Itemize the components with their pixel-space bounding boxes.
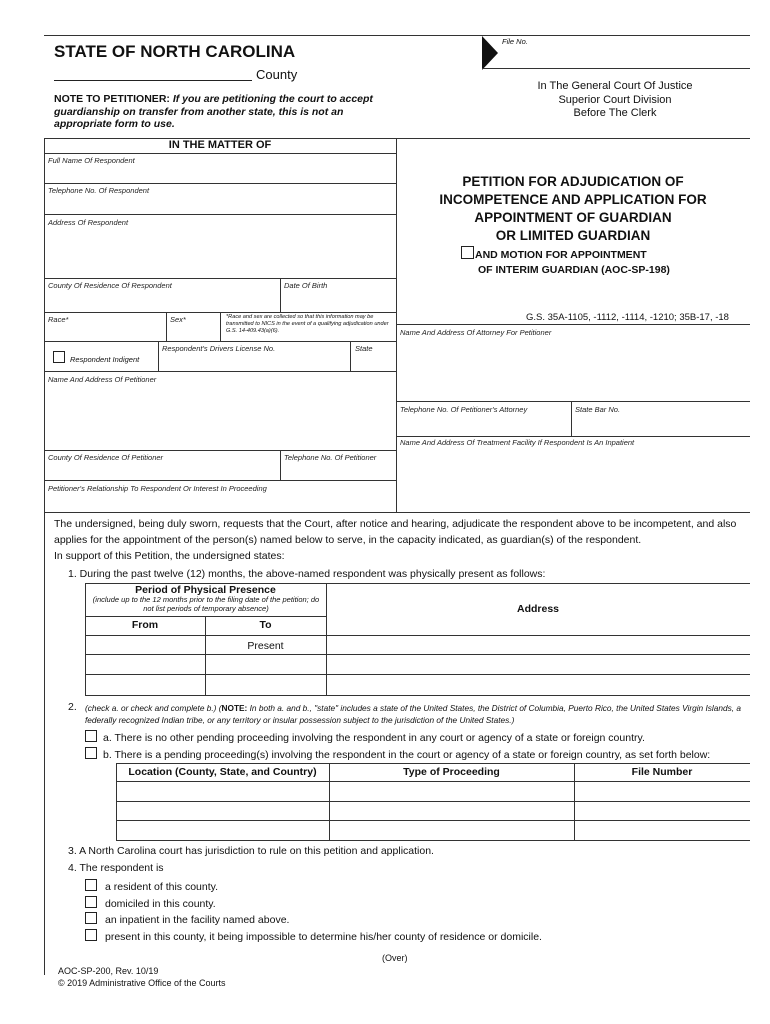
copyright: © 2019 Administrative Office of the Courts	[58, 978, 226, 988]
dob-label: Date Of Birth	[284, 281, 328, 290]
inpatient-label: an inpatient in the facility named above.	[105, 914, 290, 926]
item-4: 4. The respondent is	[68, 862, 164, 874]
full-name-field[interactable]	[46, 166, 394, 182]
petitioner-address-label: Name And Address Of Petitioner	[48, 375, 157, 384]
option-b[interactable]	[85, 747, 710, 761]
title-line-4: OR LIMITED GUARDIAN	[495, 228, 651, 243]
proceeding-row[interactable]	[117, 782, 749, 800]
file-no-field[interactable]	[482, 68, 750, 69]
address-label: Address Of Respondent	[48, 218, 129, 227]
matter-title: IN THE MATTER OF	[168, 139, 272, 151]
resident-checkbox[interactable]	[85, 879, 97, 891]
sex-label: Sex*	[170, 315, 186, 324]
petitioner-county-label: County Of Residence Of Petitioner	[48, 453, 164, 462]
presence-row[interactable]	[86, 655, 749, 674]
court-name	[500, 80, 730, 121]
dob-field[interactable]	[282, 291, 394, 309]
to-header: To	[259, 619, 272, 631]
county-line[interactable]	[54, 80, 252, 81]
domiciled-checkbox[interactable]	[85, 896, 97, 908]
attorney-field[interactable]	[398, 340, 748, 398]
title-line-1: PETITION FOR ADJUDICATION OF	[462, 174, 684, 189]
option-a-checkbox[interactable]	[85, 730, 97, 742]
indigent-label: Respondent Indigent	[70, 355, 140, 364]
license-state-label: State	[355, 344, 373, 353]
interim-checkbox[interactable]	[461, 246, 474, 259]
court-line-1: In The General Court Of Justice	[537, 80, 693, 92]
location-header: Location (County, State, and Country)	[128, 766, 317, 778]
present-cell: Present	[247, 640, 284, 652]
telephone-field[interactable]	[46, 196, 394, 212]
bar-no-label: State Bar No.	[575, 405, 621, 414]
full-name-label: Full Name Of Respondent	[48, 156, 135, 165]
proceeding-row[interactable]	[117, 821, 749, 839]
note-text: If you are petitioning the court to accept guardianship on transfer from another state, this is not an appropriate form to use.	[54, 93, 373, 130]
note-to-petitioner	[54, 93, 384, 131]
form-number: AOC-SP-200, Rev. 10/19	[58, 966, 159, 976]
statute: G.S. 35A-1105, -1112, -1114, -1210; 35B-17, -18	[526, 312, 729, 323]
resident-label: a resident of this county.	[105, 881, 219, 893]
from-header: From	[131, 619, 159, 631]
court-line-3: Before The Clerk	[573, 107, 657, 119]
facility-field[interactable]	[398, 449, 748, 509]
petitioner-phone-label: Telephone No. Of Petitioner	[284, 453, 377, 462]
interim-motion[interactable]	[461, 246, 647, 264]
race-label: Race*	[48, 315, 69, 324]
file-number-header: File Number	[631, 766, 693, 778]
county-residence-field[interactable]	[46, 291, 276, 309]
option-a[interactable]	[85, 730, 645, 744]
motion-line-1: AND MOTION FOR APPOINTMENT	[475, 249, 647, 261]
county-label: County	[256, 67, 298, 82]
motion-line-2: OF INTERIM GUARDIAN (AOC-SP-198)	[478, 264, 670, 276]
item-3: 3. A North Carolina court has jurisdiction to rule on this petition and application.	[68, 845, 434, 857]
race-sex-note: *Race and sex are collected so that this information may be transmitted to NICS in the event of a qualifying adjudication under G.S. 14-409.43(a)(6).	[226, 314, 389, 335]
type-header: Type of Proceeding	[403, 766, 500, 778]
item-2-text	[85, 702, 750, 726]
file-arrow-icon	[482, 36, 498, 70]
domiciled-label: domiciled in this county.	[105, 898, 216, 910]
option-a-label: a. There is no other pending proceeding involving the respondent in any court or agency of a state or foreign country.	[103, 732, 645, 744]
proceeding-row[interactable]	[117, 802, 749, 820]
item-2-note: In both a. and b., "state" includes a state of the United States, the District of Columbia, Puerto Rico, the United States Virgin Islands, a federally recognized Indian tribe, or any territory or insular possession subject to the jurisdiction of the United States.)	[85, 703, 741, 725]
presence-note: (include up to the 12 months prior to the filing date of the petition; do not list periods of temporary absence)	[92, 595, 320, 613]
respondent-inpatient[interactable]	[85, 912, 289, 926]
item-2-num: 2.	[68, 701, 77, 713]
respondent-domiciled[interactable]	[85, 896, 216, 910]
attorney-label: Name And Address Of Attorney For Petitioner	[400, 328, 552, 337]
presence-title: Period of Physical Presence	[135, 584, 276, 596]
relationship-label: Petitioner's Relationship To Respondent Or Interest In Proceeding	[48, 484, 267, 493]
intro-text: The undersigned, being duly sworn, requests that the Court, after notice and hearing, adjudicate the respondent above to be incompetent, and also applies for the appointment of the person(s) named below to serve, in the capacity indicated, as guardian(s) of the respondent.	[54, 518, 737, 546]
indigent-checkbox[interactable]	[53, 351, 65, 363]
license-label: Respondent's Drivers License No.	[162, 344, 276, 353]
option-b-checkbox[interactable]	[85, 747, 97, 759]
telephone-label: Telephone No. Of Respondent	[48, 186, 150, 195]
address-field[interactable]	[46, 229, 394, 277]
relationship-field[interactable]	[46, 494, 394, 510]
present-checkbox[interactable]	[85, 929, 97, 941]
option-b-label: b. There is a pending proceeding(s) involving the respondent in the court or agency of a state or foreign country, as set forth below:	[103, 749, 711, 761]
respondent-indigent[interactable]	[53, 351, 139, 364]
title-line-3: APPOINTMENT OF GUARDIAN	[474, 210, 672, 225]
facility-label: Name And Address Of Treatment Facility If Respondent Is An Inpatient	[400, 438, 635, 447]
county-residence-label: County Of Residence Of Respondent	[48, 281, 172, 290]
over-label: (Over)	[382, 953, 408, 963]
state-title: STATE OF NORTH CAROLINA	[54, 42, 296, 61]
form-title	[400, 173, 746, 245]
item-1: 1. During the past twelve (12) months, the above-named respondent was physically present as follows:	[68, 568, 546, 580]
item-2-instr: (check a. or check and complete b.) (	[85, 703, 222, 713]
title-line-2: INCOMPETENCE AND APPLICATION FOR	[439, 192, 707, 207]
respondent-present[interactable]	[85, 929, 542, 943]
presence-row[interactable]	[86, 675, 749, 694]
court-line-2: Superior Court Division	[558, 93, 672, 106]
respondent-resident[interactable]	[85, 879, 218, 893]
petitioner-address-field[interactable]	[46, 386, 394, 448]
support-text: In support of this Petition, the undersigned states:	[54, 550, 285, 562]
attorney-phone-label: Telephone No. Of Petitioner's Attorney	[400, 405, 528, 414]
note-label: NOTE TO PETITIONER:	[54, 93, 170, 105]
inpatient-checkbox[interactable]	[85, 912, 97, 924]
file-no-label: File No.	[502, 37, 528, 46]
present-label: present in this county, it being impossible to determine his/her county of residence or domicile.	[105, 931, 542, 943]
presence-row[interactable]	[86, 636, 749, 654]
address-header: Address	[516, 603, 559, 615]
item-2-note-label: NOTE:	[221, 703, 248, 713]
